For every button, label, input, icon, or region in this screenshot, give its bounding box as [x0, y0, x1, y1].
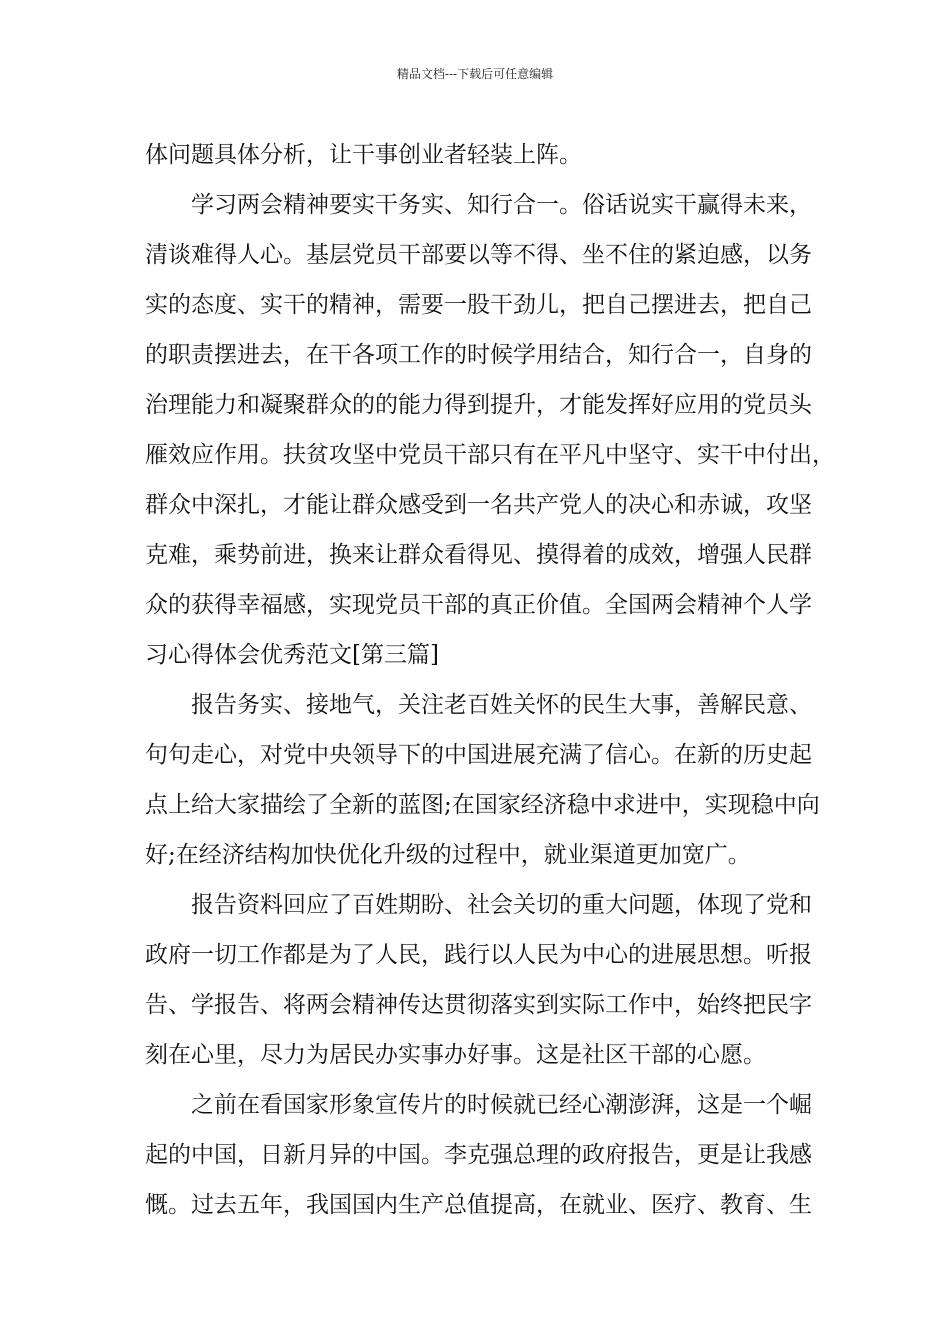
- text-line: 习心得体会优秀范文[第三篇]: [145, 642, 439, 668]
- text-line: 群众中深扎，才能让群众感受到一名共产党人的决心和赤诚，攻坚: [145, 492, 812, 518]
- text-line: 慨。过去五年，我国国内生产总值提高，在就业、医疗、教育、生: [145, 1192, 812, 1218]
- text-line: 政府一切工作都是为了人民，践行以人民为中心的进展思想。听报: [145, 942, 812, 968]
- text-line: 克难，乘势前进，换来让群众看得见、摸得着的成效，增强人民群: [145, 542, 812, 568]
- text-line: 点上给大家描绘了全新的蓝图;在国家经济稳中求进中，实现稳中向: [145, 792, 820, 818]
- text-line: 报告资料回应了百姓期盼、社会关切的重大问题，体现了党和: [191, 892, 812, 918]
- text-line: 学习两会精神要实干务实、知行合一。俗话说实干赢得未来，: [191, 192, 812, 218]
- text-line: 刻在心里，尽力为居民办实事办好事。这是社区干部的心愿。: [145, 1042, 766, 1068]
- text-line: 治理能力和凝聚群众的的能力得到提升，才能发挥好应用的党员头: [145, 392, 812, 418]
- text-line: 众的获得幸福感，实现党员干部的真正价值。全国两会精神个人学: [145, 592, 812, 618]
- text-line: 体问题具体分析，让干事创业者轻装上阵。: [145, 142, 582, 168]
- page-header: 精品文档---下载后可任意编辑: [396, 67, 554, 81]
- text-line: 报告务实、接地气，关注老百姓关怀的民生大事，善解民意、: [191, 692, 812, 718]
- text-line: 句句走心，对党中央领导下的中国进展充满了信心。在新的历史起: [145, 742, 812, 768]
- text-line: 起的中国，日新月异的中国。李克强总理的政府报告，更是让我感: [145, 1142, 812, 1168]
- text-line: 告、学报告、将两会精神传达贯彻落实到实际工作中，始终把民字: [145, 992, 812, 1018]
- text-line: 好;在经济结构加快优化升级的过程中，就业渠道更加宽广。: [145, 842, 751, 868]
- text-line: 之前在看国家形象宣传片的时候就已经心潮澎湃，这是一个崛: [191, 1092, 812, 1118]
- text-line: 的职责摆进去，在干各项工作的时候学用结合，知行合一，自身的: [145, 342, 812, 368]
- document-body: [145, 130, 835, 1230]
- text-line: 实的态度、实干的精神，需要一股干劲儿，把自己摆进去，把自己: [145, 292, 812, 318]
- text-line: 清谈难得人心。基层党员干部要以等不得、坐不住的紧迫感，以务: [145, 242, 812, 268]
- text-line: 雁效应作用。扶贫攻坚中党员干部只有在平凡中坚守、实干中付出，: [145, 442, 835, 468]
